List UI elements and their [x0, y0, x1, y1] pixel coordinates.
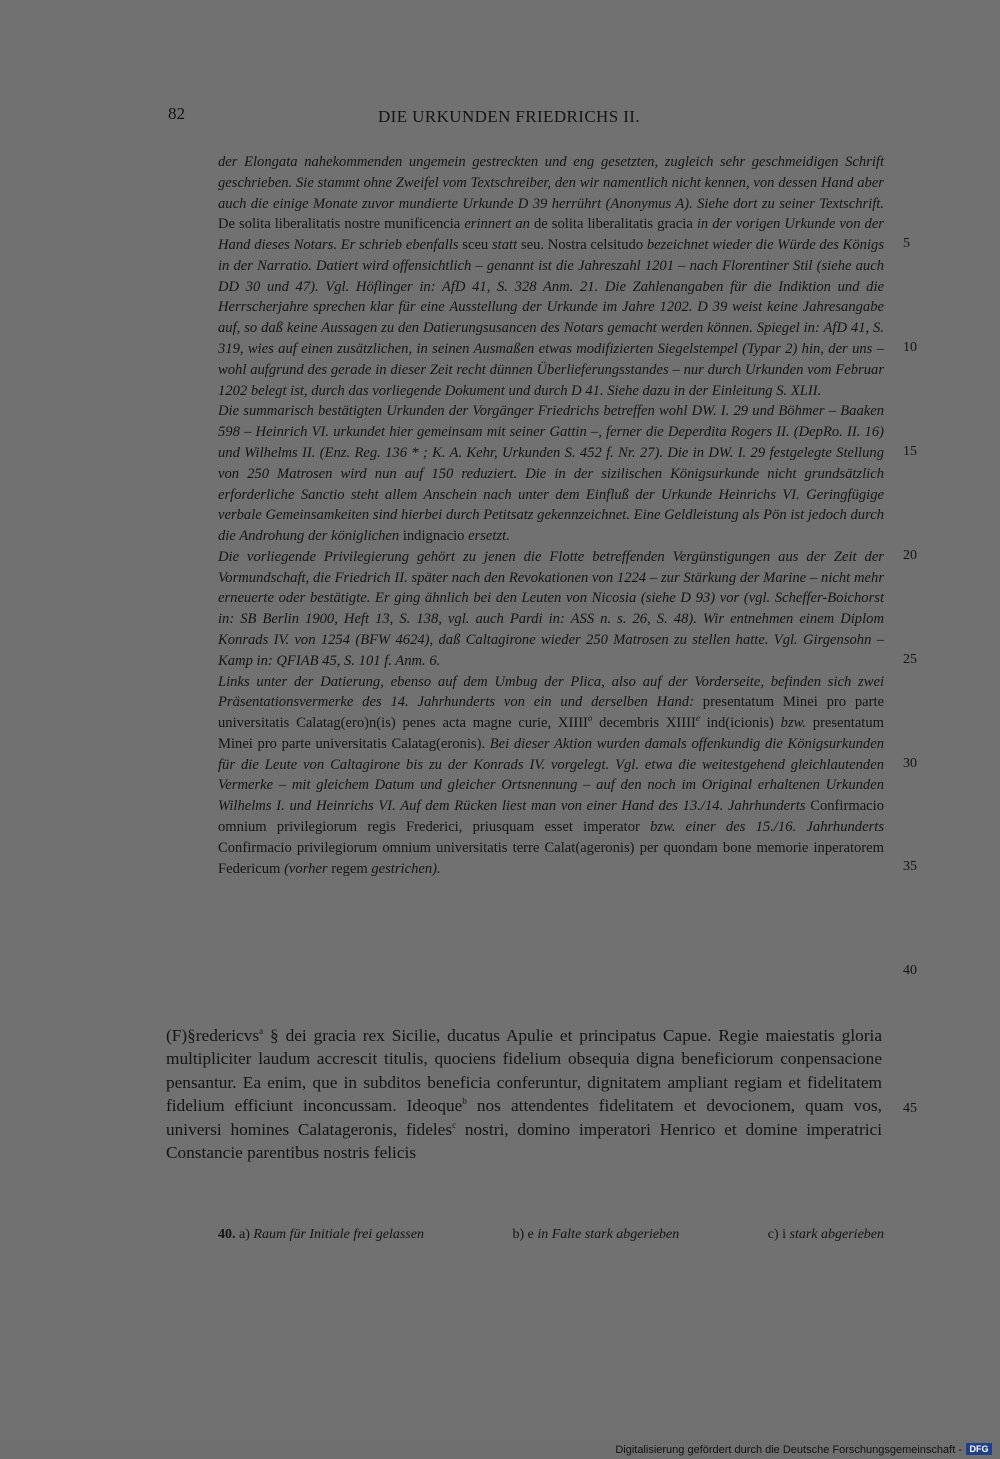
text-run: §rederic [187, 1026, 244, 1045]
footnote-b-mark: b) e [512, 1227, 534, 1242]
text-run: sceu [462, 237, 489, 254]
text-run: § dei gracia rex Sicilie, ducatus Apulie et principatus Capue. Regie maiestatis gloria multipliciter laudum accrescit titulis, quociens fidelium obsequia digna beneficiorum conpensacione pensantur. Ea enim, que in subditos beneficia conferuntur, dignitatem ampliant regiam et fidelitatem fidelium efficiunt inconcussam. Ideoque [166, 1026, 882, 1116]
line-number: 20 [903, 548, 917, 563]
charter-paragraph [166, 1024, 882, 1164]
credit-text: Digitalisierung gefördert durch die Deutsche Forschungsgemeinschaft - [615, 1444, 962, 1456]
text-run: presentatum Minei pro parte universitatis Calatag(ero)n(is) penes acta magne curie, XIIII [218, 694, 885, 732]
line-number: 35 [903, 859, 917, 874]
superscript-mark: b [462, 1096, 467, 1107]
text-run: seu. Nostra celsitudo [520, 237, 644, 254]
footnotes [218, 1227, 884, 1243]
superscript-mark: c [452, 1119, 457, 1130]
footnote-a-text: Raum für Initiale frei gelassen [253, 1227, 424, 1242]
footnote-c-mark: c) i [767, 1227, 787, 1242]
text-run: Die vorliegende Privilegierung gehört zu jenen die Flotte betreffenden Vergünstigungen aus der Zeit der Vormundschaft, die Friedrich II. später nach den Revokationen von 1224 – zur Stärkung der Marine – nicht mehr erneuerte oder bestätigte. Er ging ähnlich bei den Leuten von Nicosia (siehe D 93) vor (vgl. Scheffer-Boichorst in: SB Berlin 1900, Heft 13, S. 138, vgl. auch Pardi in: ASS n. s. 26, S. 48). Wir entnehmen einem Diplom Konrads IV. von 1254 (BFW 4624), daß Caltagirone wieder 250 Matrosen zu stellen hatte. Vgl. Girgensohn – Kamp in: QFIAB 45, S. 101 f. Anm. 6. [218, 548, 884, 669]
footnote-b [512, 1227, 679, 1243]
superscript-mark: a [259, 1026, 264, 1037]
text-run: (F) [166, 1026, 188, 1045]
superscript-mark: e [695, 713, 700, 724]
page-number: 82 [168, 104, 185, 123]
text-run: regem [331, 860, 368, 877]
text-run: Links unter der Datierung, ebenso auf dem Umbug der Plica, also auf der Vorderseite, befinden sich zwei Präsentationsvermerke des 14. Jahrhunderts von ein und derselben Hand: [218, 673, 884, 711]
line-number: 30 [903, 756, 917, 771]
text-run: gestrichen). [367, 860, 441, 877]
footnote-b-text: in Falte stark abgerieben [537, 1227, 680, 1242]
line-number: 40 [903, 963, 917, 978]
text-run: ind(icionis) [699, 715, 774, 732]
superscript-mark: o [587, 713, 593, 724]
text-run: presentatum Minei pro parte universitatis Calatag(eronis). [218, 715, 885, 752]
text-run: decembris XIIII [592, 715, 696, 732]
text-run: Confirmacio omnium privilegiorum regis Frederici, priusquam esset imperator [218, 798, 884, 835]
text-run: bezeichnet wieder die Würde des Königs in der Narratio. Datiert wird offensichtlich – genannt ist die Jahreszahl 1201 – nach Florentiner Stil (siehe auch DD 30 und 47). Vgl. Höflinger in: AfD 41, S. 328 Anm. 21. Die Zahlenangaben für die Indiktion und die Herrscherjahre sprechen klar für eine Ausstellung der Urkunde im Jahre 1202. D 39 weist keine Jahresangabe auf, so daß keine Aussagen zu den Datierungsusancen des Notars gemacht werden können. Spiegel in: AfD 41, S. 319, wies auf einen zusätzlichen, in seinen Ausmaßen etwas modifizierten Siegelstempel (Typar 2) hin, der uns – wohl aufgrund des gerade in dieser Zeit recht dünnen Überlieferungsstandes – nur durch Urkunden vom Februar 1202 belegt ist, durch das vorliegende Dokument und durch D 41. Siehe dazu in der Einleitung S. XLII. [218, 237, 884, 399]
footnote-number: 40. [218, 1227, 236, 1242]
text-run: Bei dieser Aktion wurden damals offenkundig die Königsurkunden für die Leute von Caltagirone bis zu der Konrads IV. vorgelegt. Vgl. etwa die weitestgehend gleichlautenden Vermerke – mit gleichem Datum und gleicher Ortsnennung – auf den noch im Original erhaltenen Urkunden Wilhelms I. und Heinrichs VI. Auf dem Rücken liest man von einer Hand des 13./14. Jahrhunderts [218, 735, 884, 815]
text-run: De solita liberalitatis nostre munificencia [218, 216, 461, 233]
text-run: nostri, domino imperatori Henrico et domine imperatrici Constancie parentibus nostris felicis [166, 1119, 883, 1163]
text-run: Confirmacio privilegiorum omnium universitatis terre Calat(ageronis) per quondam bone memorie inperatorem Federicum [218, 839, 884, 877]
commentary-paragraph-1 [218, 152, 884, 401]
text-run: statt [488, 237, 521, 254]
text-run: bzw. einer des 15./16. Jahrhunderts [639, 819, 884, 835]
running-head: DIE URKUNDEN FRIEDRICHS II. [378, 107, 641, 126]
text-run: der Elongata nahekommenden ungemein gestreckten und eng gesetzten, zugleich sehr geschmeidigen Schrift geschrieben. Sie stammt ohne Zweifel vom Textschreiber, den wir namentlich nicht kennen, von dessen Hand aber auch die einige Monate zuvor mundierte Urkunde D 39 herrührt (Anonymus A). Siehe dort zu seiner Textschrift. [218, 154, 884, 212]
commentary-paragraph-3 [218, 547, 884, 672]
line-number: 10 [903, 340, 917, 355]
text-run: indignacio [402, 528, 465, 545]
text-run: (vorher [280, 860, 332, 877]
text-run: de solita liberalitatis gracia [534, 216, 693, 233]
line-number: 45 [903, 1101, 917, 1116]
text-run: Die summarisch bestätigten Urkunden der Vorgänger Friedrichs betreffen wohl DW. I. 29 und Böhmer – Baaken 598 – Heinrich VI. urkundet hier gemeinsam mit seiner Gattin –, ferner die Deperdita Rogers II. (DepRo. II. 16) und Wilhelms II. (Enz. Reg. 136 * ; K. A. Kehr, Urkunden S. 452 f. Nr. 27). Die in DW. I. 29 festgelegte Stellung von 250 Matrosen wird nun auf 150 reduziert. Die in der sizilischen Königsurkunde nicht grundsätzlich erforderliche Sanctio steht allem Anschein nach unter dem Einfluß der Urkunde Heinrichs VI. Geringfügige verbale Gemeinsamkeiten sind hierbei durch Petitsatz gekennzeichnet. Eine Geldleistung als Pön ist jedoch durch die Androhung der königlichen [218, 403, 884, 545]
text-run: ersetzt. [464, 528, 510, 545]
text-run: in der vorigen Urkunde von der Hand dieses Notars. Er schrieb ebenfalls [218, 216, 884, 254]
footnote-a [218, 1227, 424, 1243]
line-number: 15 [903, 444, 917, 459]
text-run: vs [243, 1026, 260, 1045]
commentary-paragraph-2 [218, 401, 884, 546]
line-number: 25 [903, 652, 917, 667]
footnote-a-mark: a) [239, 1227, 250, 1242]
commentary [218, 152, 884, 879]
charter-text [166, 1024, 882, 1164]
commentary-paragraph-4 [218, 672, 884, 880]
text-run: nos attendentes fidelitatem et devocionem, quam vos, universi homines Calatageronis, fideles [166, 1096, 882, 1139]
line-number: 5 [903, 236, 910, 251]
dfg-logo: DFG [966, 1443, 992, 1455]
footnote-c [768, 1227, 884, 1243]
text-run: erinnert an [460, 216, 534, 233]
text-run: bzw. [773, 715, 813, 732]
footnote-c-text: stark abgerieben [789, 1227, 884, 1242]
